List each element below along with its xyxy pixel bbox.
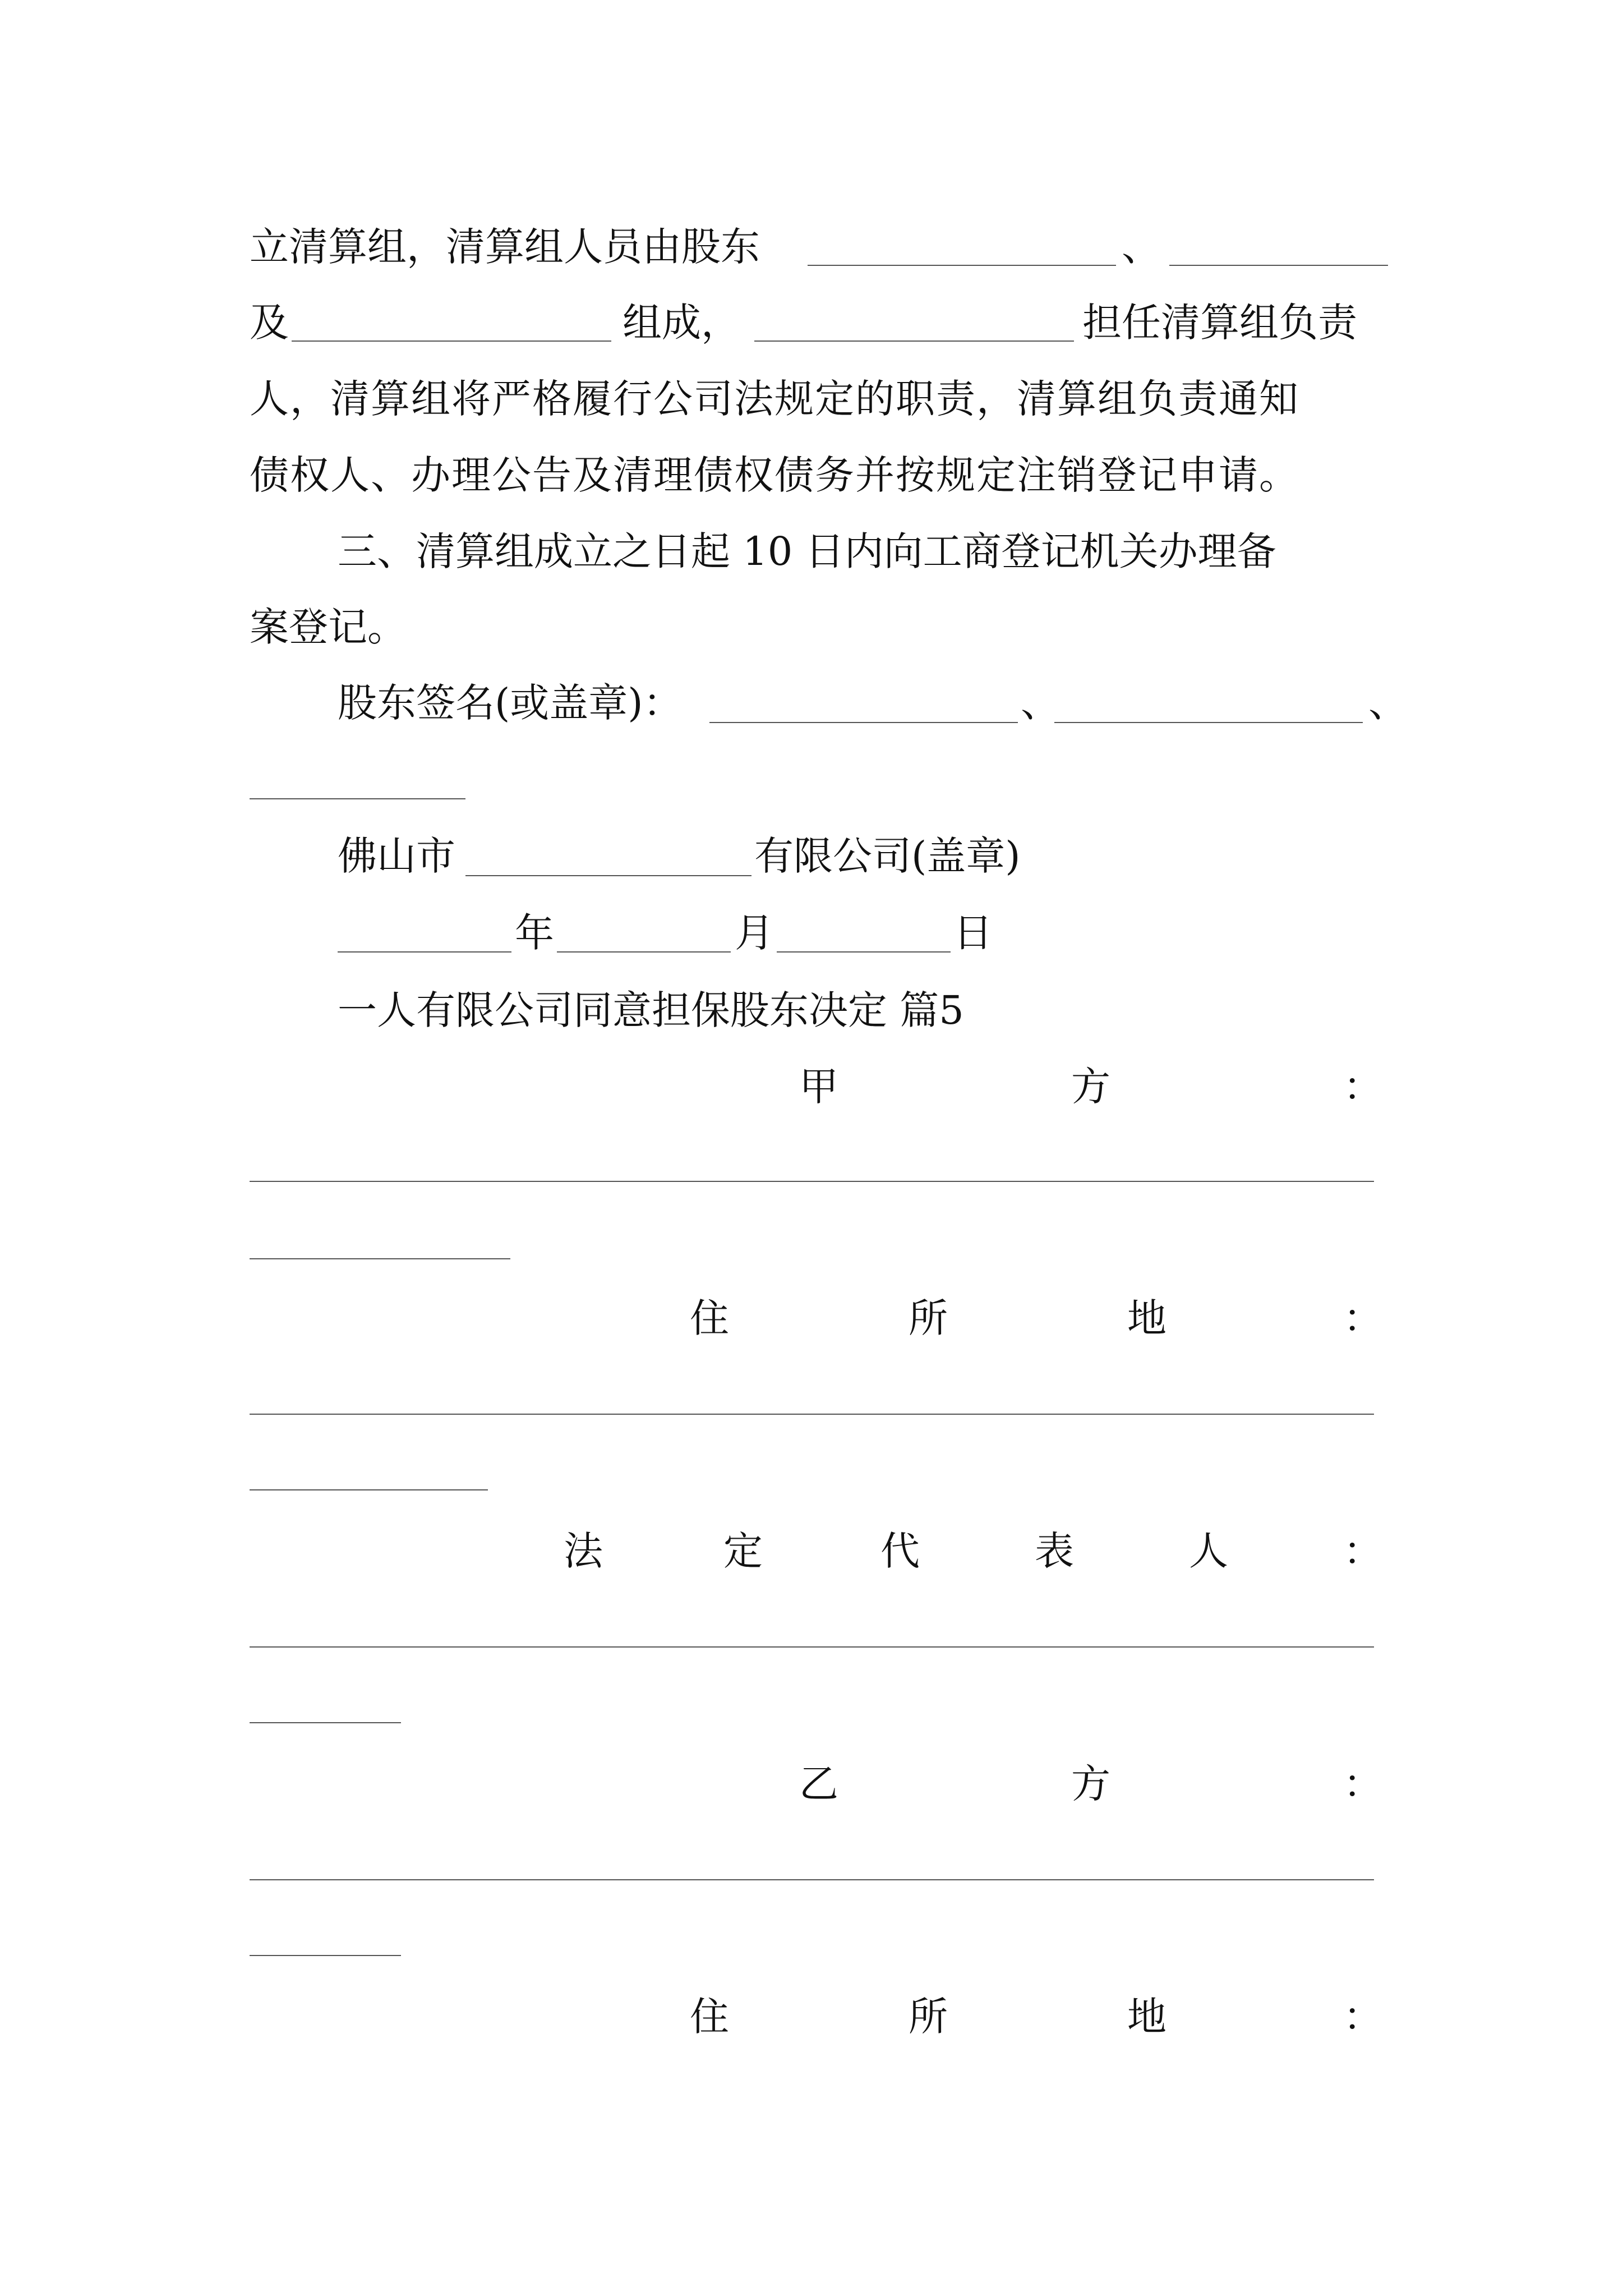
signature-label: 股东签名(或盖章)：: [338, 680, 683, 726]
party-a-colon: ：: [1343, 1064, 1382, 1110]
clearance-line-3: 人，清算组将严格履行公司法规定的职责，清算组负责通知: [250, 376, 1299, 422]
blank-shareholder-3: [292, 341, 611, 342]
party-a-address-char-3: 地: [1127, 1295, 1166, 1341]
party-b-label-char-2: 方: [1071, 1761, 1110, 1807]
section-title: 一人有限公司同意担保股东决定 篇5: [338, 987, 964, 1033]
party-a-address-char-1: 住: [690, 1295, 729, 1341]
blank-year: [338, 951, 511, 953]
clearance-line-1-text: 立清算组，清算组人员由股东: [250, 224, 760, 270]
blank-party-a-line-2: [250, 1258, 510, 1259]
item-3-line-2: 案登记。: [250, 604, 407, 650]
party-a-address-colon: ：: [1343, 1295, 1382, 1341]
blank-party-b-line-1: [250, 1879, 1374, 1880]
blank-signature-2: [1054, 722, 1363, 723]
blank-signature-1: [709, 722, 1018, 723]
signature-separator-2: 、: [1368, 680, 1408, 726]
blank-group-leader: [754, 341, 1074, 342]
blank-legal-rep-line-2: [250, 1722, 401, 1723]
blank-shareholder-2: [1169, 265, 1388, 266]
blank-month: [557, 951, 731, 953]
legal-rep-char-2: 定: [723, 1528, 763, 1574]
blank-party-b-line-2: [250, 1955, 401, 1956]
company-prefix: 佛山市: [338, 833, 455, 879]
item-3-line-1: 三、清算组成立之日起 10 日内向工商登记机关办理备: [338, 528, 1276, 574]
party-b-address-char-1: 住: [690, 1994, 729, 2040]
date-year-label: 年: [515, 910, 554, 956]
clearance-line-2-compose: 组成，: [623, 300, 740, 346]
legal-rep-colon: ：: [1343, 1528, 1382, 1574]
party-b-label-char-1: 乙: [799, 1761, 838, 1807]
party-a-address-char-2: 所: [909, 1295, 948, 1341]
date-day-label: 日: [953, 910, 993, 956]
party-b-colon: ：: [1343, 1761, 1382, 1807]
clearance-line-2-and: 及: [250, 300, 289, 346]
party-b-address-char-3: 地: [1127, 1994, 1166, 2040]
party-b-address-colon: ：: [1343, 1994, 1382, 2040]
signature-separator-1: 、: [1021, 680, 1060, 726]
blank-party-a-address-line-1: [250, 1414, 1374, 1415]
party-a-label-char-1: 甲: [799, 1064, 838, 1110]
legal-rep-char-4: 表: [1035, 1528, 1074, 1574]
legal-rep-char-1: 法: [564, 1528, 603, 1574]
company-suffix: 有限公司(盖章): [754, 833, 1021, 879]
party-b-address-char-2: 所: [909, 1994, 948, 2040]
blank-company-name: [465, 875, 751, 876]
blank-party-a-line-1: [250, 1181, 1374, 1182]
clearance-line-4: 债权人、办理公告及清理债权债务并按规定注销登记申请。: [250, 452, 1299, 498]
blank-signature-3: [250, 798, 465, 799]
clearance-line-1-separator: 、: [1122, 224, 1161, 270]
party-a-label-char-2: 方: [1071, 1064, 1110, 1110]
blank-day: [777, 951, 951, 953]
date-month-label: 月: [735, 910, 774, 956]
legal-rep-char-5: 人: [1189, 1528, 1228, 1574]
blank-party-a-address-line-2: [250, 1489, 488, 1490]
legal-rep-char-3: 代: [880, 1528, 920, 1574]
clearance-line-2-leader: 担任清算组负责: [1082, 300, 1357, 346]
blank-legal-rep-line-1: [250, 1646, 1374, 1648]
blank-shareholder-1: [808, 265, 1116, 266]
